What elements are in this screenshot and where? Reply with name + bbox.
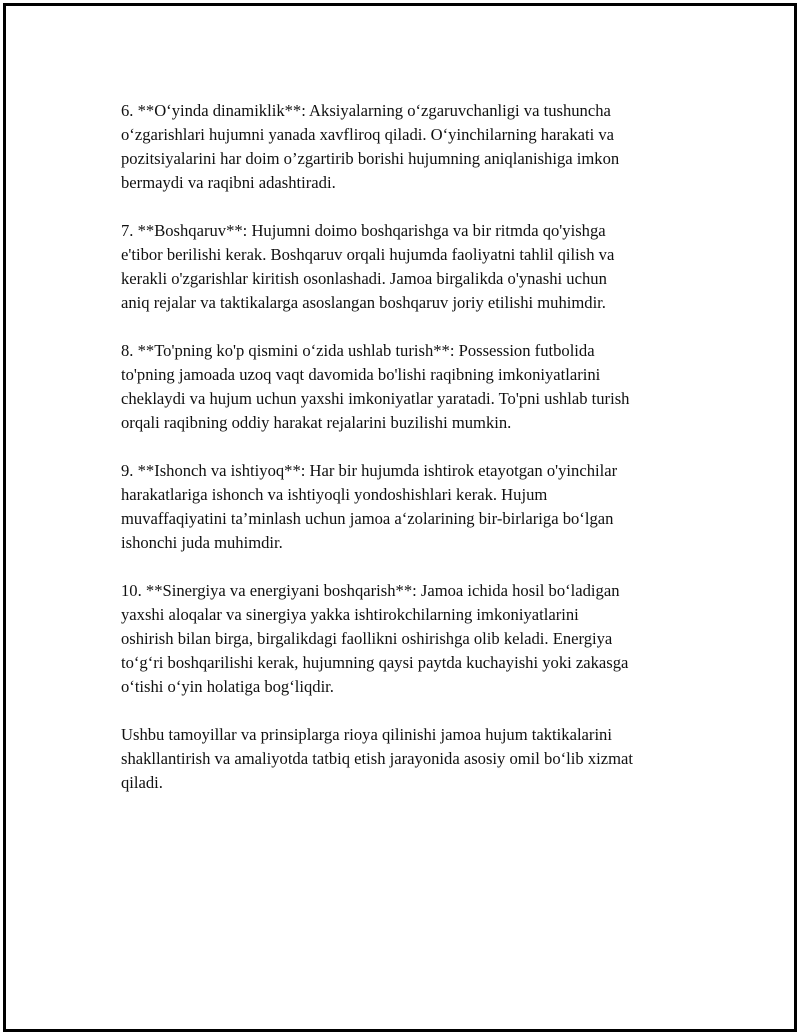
text-line: ishonchi juda muhimdir. [121,533,283,552]
text-line: bermaydi va raqibni adashtiradi. [121,173,336,192]
text-line: yaxshi aloqalar va sinergiya yakka ishtirokchilarning imkoniyatlarini [121,605,579,624]
document-body [121,99,701,819]
paragraph-synergy [121,579,701,699]
text-line: 8. **To'pning ko'p qismini o‘zida ushlab turish**: Possession futbolida [121,341,595,360]
text-line: oshirish bilan birga, birgalikdagi faollikni oshirishga olib keladi. Energiya [121,629,613,648]
text-line: orqali raqibning oddiy harakat rejalarini buzilishi mumkin. [121,413,512,432]
text-line: kerakli o'zgarishlar kiritish osonlashadi. Jamoa birgalikda o'ynashi uchun [121,269,607,288]
paragraph-conclusion [121,723,701,795]
text-line: pozitsiyalarini har doim o’zgartirib borishi hujumning aniqlanishiga imkon [121,149,620,168]
text-line: 10. **Sinergiya va energiyani boshqarish**: Jamoa ichida hosil bo‘ladigan [121,581,620,600]
text-line: 6. **O‘yinda dinamiklik**: Aksiyalarning o‘zgaruvchanligi va tushuncha [121,101,611,120]
text-line: 7. **Boshqaruv**: Hujumni doimo boshqarishga va bir ritmda qo'yishga [121,221,606,240]
text-line: muvaffaqiyatini ta’minlash uchun jamoa a‘zolarining bir-birlariga bo‘lgan [121,509,614,528]
text-line: o‘tishi o‘yin holatiga bog‘liqdir. [121,677,334,696]
text-line: Ushbu tamoyillar va prinsiplarga rioya qilinishi jamoa hujum taktikalarini [121,725,612,744]
text-line: o‘zgarishlari hujumni yanada xavfliroq qiladi. O‘yinchilarning harakati va [121,125,615,144]
text-line: e'tibor berilishi kerak. Boshqaruv orqali hujumda faoliyatni tahlil qilish va [121,245,615,264]
text-line: aniq rejalar va taktikalarga asoslangan boshqaruv joriy etilishi muhimdir. [121,293,606,312]
text-line: cheklaydi va hujum uchun yaxshi imkoniyatlar yaratadi. To'pni ushlab turish [121,389,630,408]
text-line: harakatlariga ishonch va ishtiyoqli yondoshishlari kerak. Hujum [121,485,548,504]
paragraph-control [121,219,701,315]
text-line: shakllantirish va amaliyotda tatbiq etish jarayonida asosiy omil bo‘lib xizmat [121,749,633,768]
text-line: qiladi. [121,773,163,792]
text-line: 9. **Ishonch va ishtiyoq**: Har bir hujumda ishtirok etayotgan o'yinchilar [121,461,618,480]
paragraph-confidence [121,459,701,555]
text-line: to‘g‘ri boshqarilishi kerak, hujumning qaysi paytda kuchayishi yoki zakasga [121,653,629,672]
text-line: to'pning jamoada uzoq vaqt davomida bo'lishi raqibning imkoniyatlarini [121,365,601,384]
paragraph-dynamics [121,99,701,195]
page-frame [3,3,797,1032]
paragraph-possession [121,339,701,435]
